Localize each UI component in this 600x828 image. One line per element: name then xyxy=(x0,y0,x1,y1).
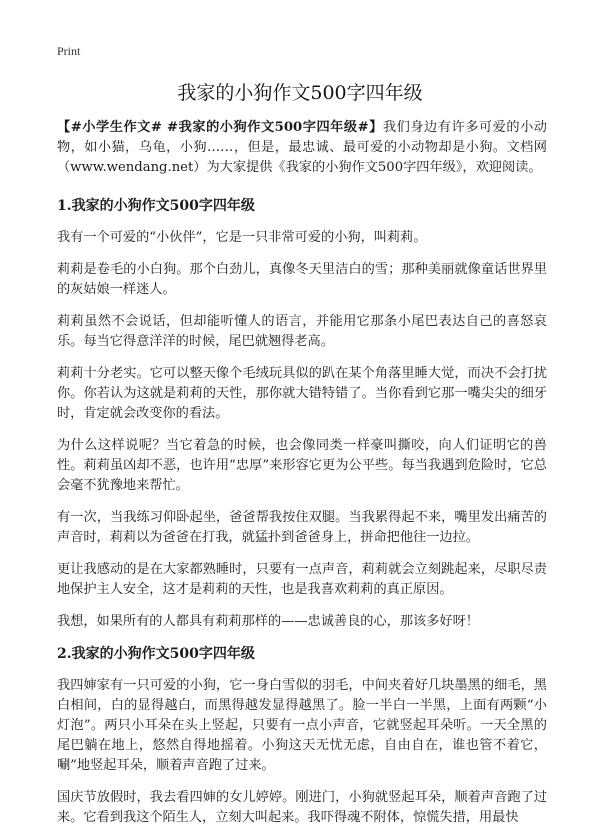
paragraph: 更让我感动的是在大家都熟睡时，只要有一点声音，莉莉就会立刻跳起来，尽职尽责地保护主人安全，这才是莉莉的天性，也是我喜欢莉莉的真正原因。 xyxy=(57,562,547,597)
paragraph: 我想，如果所有的人都具有莉莉那样的——忠诚善良的心，那该多好呀！ xyxy=(57,614,479,629)
print-label: Print xyxy=(57,44,81,58)
paragraph: 莉莉是卷毛的小白狗。那个白劲儿，真像冬天里洁白的雪；那种美丽就像童话世界里的灰姑娘一样迷人。 xyxy=(57,262,547,297)
paragraph: 莉莉虽然不会说话，但却能听懂人的语言，并能用它那条小尾巴表达自己的喜怒哀乐。每当它得意洋洋的时候，尾巴就翘得老高。 xyxy=(57,314,547,349)
document-title: 我家的小狗作文500字四年级 xyxy=(177,82,423,104)
paragraph: 为什么这样说呢？当它着急的时候，也会像同类一样豪叫撕咬，向人们证明它的兽性。莉莉虽凶却不恶，也许用“忠厚”来形容它更为公平些。每当我遇到危险时，它总会毫不犹豫地来帮忙。 xyxy=(57,438,547,493)
intro-paragraph xyxy=(57,118,547,178)
paragraph: 我有一个可爱的“小伙伴”，它是一只非常可爱的小狗，叫莉莉。 xyxy=(57,230,427,245)
paragraph: 有一次，当我练习仰卧起坐，爸爸帮我按住双腿。当我累得起不来，嘴里发出痛苦的声音时，莉莉以为爸爸在打我，就猛扑到爸爸身上，拼命把他往一边拉。 xyxy=(57,510,547,545)
intro-tag: 【#小学生作文# #我家的小狗作文500字四年级#】 xyxy=(57,120,383,135)
paragraph: 国庆节放假时，我去看四婶的女儿婷婷。刚进门，小狗就竖起耳朵，顺着声音跑了过来。它看到我这个陌生人，立刻大叫起来。我吓得魂不附体，惊慌失措，用最快 xyxy=(57,790,547,825)
intro-text: 我们身边有许多可爱的小动物，如小猫，乌龟，小狗……，但是，最忠诚、最可爱的小动物却是小狗。文档网（www.wendang.net）为大家提供《我家的小狗作文500字四年级》，欢迎阅读。 xyxy=(57,120,547,175)
paragraph: 莉莉十分老实。它可以整天像个毛绒玩具似的趴在某个角落里睡大觉，而决不会打扰你。你若认为这就是莉莉的天性，那你就大错特错了。当你看到它那一嘴尖尖的细牙时，肯定就会改变你的看法。 xyxy=(57,366,547,421)
section-heading-1: 1.我家的小狗作文500字四年级 xyxy=(57,198,255,214)
paragraph: 我四婶家有一只可爱的小狗，它一身白雪似的羽毛，中间夹着好几块墨黑的细毛，黑白相间，白的显得越白，而黑得越发显得越黑了。脸一半白一半黑，上面有两颗“小灯泡”。两只小耳朵在头上竖起，只要有一点小声音，它就竖起耳朵听。一天全黑的尾巴躺在地上，悠然自得地摇着。小狗这天无忧无虑，自由自在，谁也管不着它，唰”地竖起耳朵，顺着声音跑了过来。 xyxy=(57,678,547,773)
section-heading-2: 2.我家的小狗作文500字四年级 xyxy=(57,646,255,662)
document-body xyxy=(57,118,547,828)
